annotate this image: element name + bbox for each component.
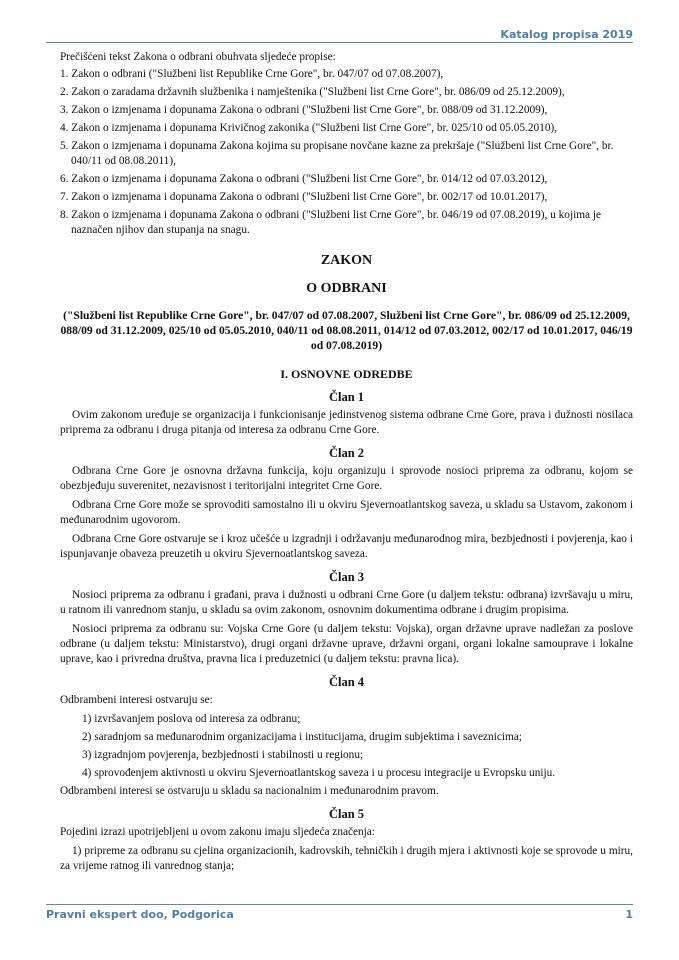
list-item: 5. Zakon o izmjenama i dopunama Zakona kojima su propisane novčane kazne za prekršaje ("Službeni list Crne Gore", br. 040/11 od 08.08.2011),	[60, 140, 614, 167]
law-subtitle: O ODBRANI	[306, 281, 387, 296]
article-2-paragraph: Odbrana Crne Gore je osnovna državna funkcija, koju organizuju i sprovode nosioci priprema za odbranu, kojom se obezbjeđuju suverenitet, nezavisnost i teritorijalni integritet Crne Gore.	[60, 465, 633, 492]
document-body	[60, 50, 633, 878]
list-item: 7. Zakon o izmjenama i dopunama Zakona o odbrani ("Službeni list Crne Gore", br. 002/17 od 10.01.2017),	[60, 191, 548, 203]
catalog-title: Katalog propisa 2019	[500, 28, 633, 41]
list-item: 1) izvršavanjem poslova od interesa za odbranu;	[82, 713, 301, 725]
article-5-intro: Pojedini izrazi upotrijebljeni u ovom zakonu imaju sljedeća značenja:	[60, 826, 375, 838]
list-item: 3) izgradnjom povjerenja, bezbjednosti i stabilnosti u regionu;	[82, 749, 364, 761]
article-1-heading: Član 1	[328, 390, 365, 404]
article-2-paragraph: Odbrana Crne Gore može se sprovoditi samostalno ili u okviru Sjevernoatlantskog saveza, u skladu sa Ustavom, zakonom i međunarodnim ugovorom.	[60, 499, 633, 526]
list-item: 6. Zakon o izmjenama i dopunama Zakona o odbrani ("Službeni list Crne Gore", br. 014/12 od 07.03.2012),	[60, 173, 548, 185]
page-header	[46, 28, 633, 43]
article-1-paragraph: Ovim zakonom uređuje se organizacija i funkcionisanje jedinstvenog sistema odbrane Crne Gore, prava i dužnosti nosilaca priprema za odbranu i druga pitanja od interesa za odbranu Crne Gore.	[60, 409, 633, 436]
article-4-heading: Član 4	[328, 675, 365, 689]
amendments-list	[60, 67, 633, 238]
law-title: ZAKON	[320, 253, 373, 268]
article-3-heading: Član 3	[328, 570, 365, 584]
page-number: 1	[625, 908, 633, 921]
article-2-paragraph: Odbrana Crne Gore ostvaruje se i kroz učešće u izgradnji i održavanju međunarodnog mira, bezbjednosti i povjerenja, kao i ispunjavanje obaveza preuzetih u okviru Sjevernoatlantskog saveza.	[60, 533, 633, 560]
article-4-outro: Odbrambeni interesi se ostvaruju u skladu sa nacionalnim i međunarodnim pravom.	[60, 785, 439, 797]
article-4-list	[60, 712, 633, 781]
section-heading: I. OSNOVNE ODREDBE	[280, 367, 413, 381]
list-item: 1. Zakon o odbrani ("Službeni list Republike Crne Gore", br. 047/07 od 07.08.2007),	[60, 68, 444, 80]
list-item: 3. Zakon o izmjenama i dopunama Zakona o odbrani ("Službeni list Crne Gore", br. 088/09 od 31.12.2009),	[60, 104, 548, 116]
gazette-reference: ("Službeni list Republike Crne Gore", br. 047/07 od 07.08.2007, Službeni list Crne Gore", br. 086/09 od 25.12.2009, 088/09 od 31.12.2009, 025/10 od 05.05.2010, 040/11 od 08.08.2011, 014/12 od 07.03.2012, 002/17 od 10.01.2017, 046/19 od 07.08.2019)	[60, 309, 633, 352]
article-5-paragraph: 1) pripreme za odbranu su cjelina organizacionih, kadrovskih, tehničkih i drugih mjera i aktivnosti koje se sprovode u miru, za vrijeme ratnog ili vanrednog stanja;	[60, 845, 633, 872]
article-4-intro: Odbrambeni interesi ostvaruju se:	[60, 694, 213, 706]
intro-title: Prečišćeni tekst Zakona o odbrani obuhvata sljedeće propise:	[60, 51, 336, 63]
list-item: 8. Zakon o izmjenama i dopunama Zakona o odbrani ("Službeni list Crne Gore", br. 046/19 od 07.08.2019), u kojima je naznačen njihov dan stupanja na snagu.	[60, 209, 602, 236]
list-item: 2) saradnjom sa međunarodnim organizacijama i institucijama, drugim subjektima i saveznicima;	[82, 731, 522, 743]
article-3-paragraph: Nosioci priprema za odbranu su: Vojska Crne Gore (u daljem tekstu: Vojska), organ državne uprave nadležan za poslove odbrane (u daljem tekstu: Ministarstvo), drugi organi državne uprave, državni organi, organi lokalne samouprave i lokalne uprave, kao i privredna društva, pravna lica i preduzetnici (u daljem tekstu: pravna lica).	[60, 623, 633, 665]
page-footer	[46, 904, 633, 921]
list-item: 2. Zakon o zaradama državnih službenika i namještenika ("Službeni list Crne Gore", br. 086/09 od 25.12.2009),	[60, 86, 565, 98]
article-5-heading: Član 5	[328, 807, 365, 821]
article-2-heading: Član 2	[328, 446, 365, 460]
list-item: 4. Zakon o izmjenama i dopunama Krivičnog zakonika ("Službeni list Crne Gore", br. 025/10 od 05.05.2010),	[60, 122, 558, 134]
article-3-paragraph: Nosioci priprema za odbranu i građani, prava i dužnosti u odbrani Crne Gore (u daljem tekstu: odbrana) izvršavaju u miru, u ratnom ili vanrednom stanju, u skladu sa ovim zakonom, osnovnim dokumentima odbrane i drugim propisima.	[60, 589, 633, 616]
list-item: 4) sprovođenjem aktivnosti u okviru Sjevernoatlantskog saveza i u procesu integracije u Evropsku uniju.	[82, 767, 556, 779]
publisher-name: Pravni ekspert doo, Podgorica	[46, 908, 234, 921]
